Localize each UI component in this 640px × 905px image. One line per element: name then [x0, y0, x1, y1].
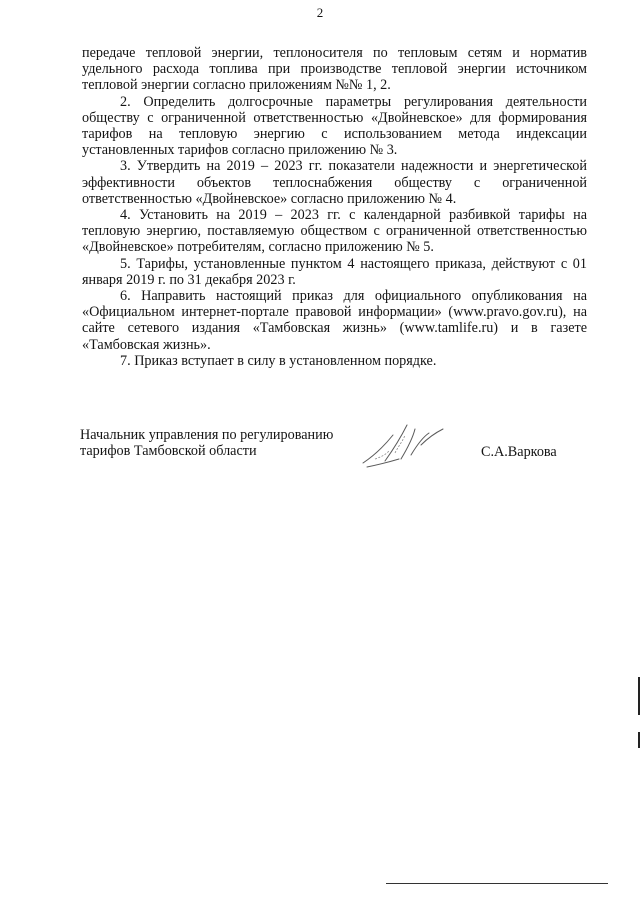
paragraph-item-7: 7. Приказ вступает в силу в установленном порядке.: [120, 352, 437, 369]
bottom-rule: [386, 883, 608, 884]
paragraph-item-3: 3. Утвердить на 2019 – 2023 гг. показатели надежности и энергетической эффективности объектов теплоснабжения обществу с ограниченной ответственностью «Двойневское» согласно приложению № 4.: [82, 158, 587, 207]
paragraph-item-5: 5. Тарифы, установленные пунктом 4 настоящего приказа, действуют с 01 января 2019 г. по 31 декабря 2023 г.: [82, 255, 587, 288]
document-body: [82, 45, 587, 369]
signature-block: [80, 427, 590, 487]
paragraph-item-6: 6. Направить настоящий приказ для официального опубликования на «Официальном интернет-портале правовой информации» (www.pravo.gov.ru), на сайте сетевого издания «Тамбовская жизнь» (www.tamlife.ru) и в газете «Тамбовская жизнь».: [82, 288, 587, 353]
paragraph-item-2: 2. Определить долгосрочные параметры регулирования деятельности обществу с ограниченной ответственностью «Двойневское» для формирования тарифов на тепловую энергию с использованием метода индексации установленных тарифов согласно приложению № 3.: [82, 93, 587, 159]
signer-position-line-1: Начальник управления по регулированию: [80, 427, 334, 443]
page-number: 2: [316, 5, 324, 20]
signer-position-line-2: тарифов Тамбовской области: [80, 443, 257, 459]
paragraph-continuation: передаче тепловой энергии, теплоносителя по тепловым сетям и норматив удельного расхода топлива при производстве тепловой энергии источником тепловой энергии согласно приложениям №№ 1, 2.: [82, 45, 587, 94]
signer-name: С.А.Варкова: [481, 444, 557, 460]
signer-position: [80, 427, 370, 459]
handwritten-signature: [355, 415, 450, 475]
paragraph-item-4: 4. Установить на 2019 – 2023 гг. с календарной разбивкой тарифы на тепловую энергию, поставляемую обществом с ограниченной ответственностью «Двойневское» потребителям, согласно приложению № 5.: [82, 207, 587, 256]
